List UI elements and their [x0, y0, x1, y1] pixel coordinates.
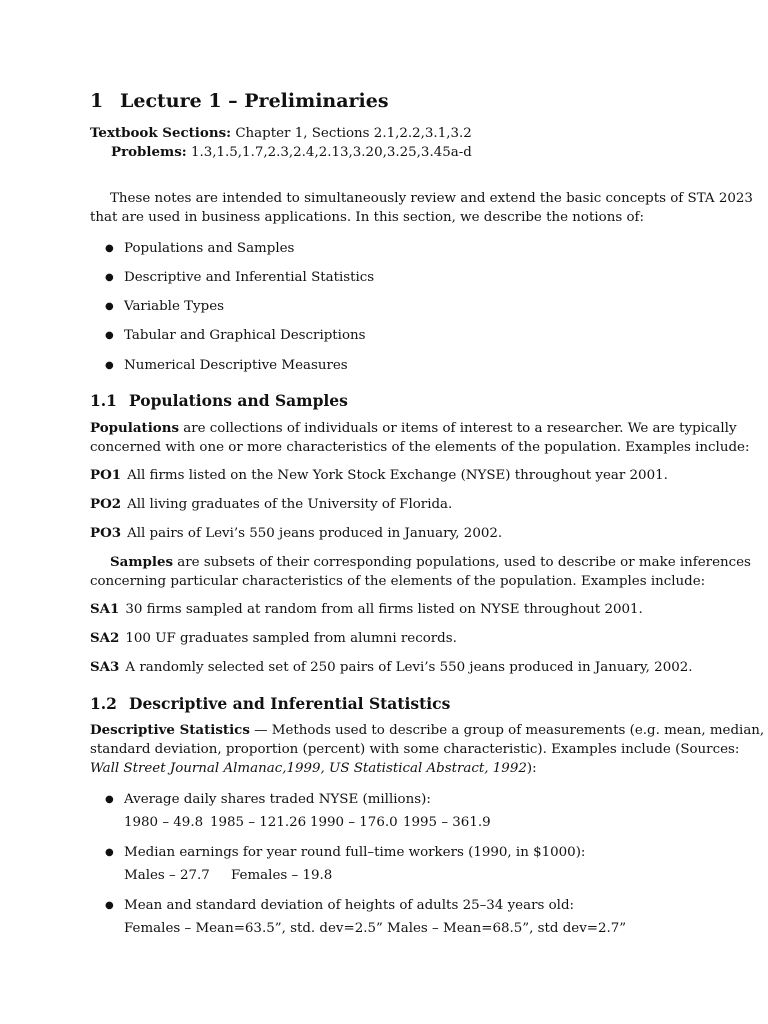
- bullet-icon: ●: [105, 794, 114, 805]
- textbook-value: Chapter 1, Sections 2.1,2.2,3.1,3.2: [235, 126, 472, 141]
- section-heading-1-1: [90, 391, 348, 411]
- sa-item: [90, 629, 457, 648]
- section-number: 1: [90, 90, 104, 112]
- section-heading-1: [90, 89, 389, 113]
- sa-item: [90, 600, 643, 619]
- source-citation: Wall Street Journal Almanac,1999, US Statistical Abstract, 1992: [90, 761, 527, 776]
- topic-text: Tabular and Graphical Descriptions: [124, 328, 366, 343]
- populations-line-1: are collections of individuals or items of interest to a researcher. We are typically: [178, 421, 737, 436]
- po-item: [90, 495, 452, 514]
- sa-text: 100 UF graduates sampled from alumni records.: [125, 631, 457, 646]
- example-title: Mean and standard deviation of heights of adults 25–34 years old:: [124, 898, 575, 913]
- bullet-icon: ●: [105, 900, 114, 911]
- bullet-icon: ●: [105, 847, 114, 858]
- topic-text: Descriptive and Inferential Statistics: [124, 270, 375, 285]
- example-value: Males – Mean=68.5”, std dev=2.7”: [387, 921, 627, 936]
- example-value: 1985 – 121.26: [210, 815, 307, 830]
- populations-term: Populations: [90, 420, 179, 436]
- example-value: 1990 – 176.0: [310, 815, 398, 830]
- bullet-icon: ●: [105, 272, 114, 283]
- example-values: [124, 919, 626, 938]
- samples-line-2: concerning particular characteristics of the elements of the population. Examples include:: [90, 574, 706, 589]
- populations-line-2: concerned with one or more characteristics of the elements of the population. Examples include:: [90, 440, 750, 455]
- descriptive-term: Descriptive Statistics: [90, 722, 250, 738]
- bullet-icon: ●: [105, 243, 114, 254]
- problems-label: Problems:: [111, 144, 187, 160]
- po-item: [90, 466, 668, 485]
- po-text: All pairs of Levi’s 550 jeans produced in January, 2002.: [127, 526, 503, 541]
- sa-text: 30 firms sampled at random from all firms listed on NYSE throughout 2001.: [125, 602, 643, 617]
- po-label: PO3: [90, 525, 122, 541]
- po-text: All firms listed on the New York Stock Exchange (NYSE) throughout year 2001.: [127, 468, 668, 483]
- example-value: Females – 19.8: [231, 868, 333, 883]
- samples-line-1: are subsets of their corresponding populations, used to describe or make inferences: [173, 555, 751, 570]
- bullet-icon: ●: [105, 301, 114, 312]
- sa-label: SA3: [90, 659, 120, 675]
- textbook-sections-line: [90, 124, 472, 143]
- descriptive-line-1: — Methods used to describe a group of measurements (e.g. mean, median,: [249, 723, 765, 738]
- po-item: [90, 524, 502, 543]
- bullet-icon: ●: [105, 330, 114, 341]
- sa-item: [90, 658, 693, 677]
- sa-label: SA2: [90, 630, 120, 646]
- topic-text: Numerical Descriptive Measures: [124, 358, 348, 373]
- descriptive-line-2: standard deviation, proportion (percent) with some characteristic). Examples include (Sources:: [90, 742, 740, 757]
- example-title: Median earnings for year round full–time workers (1990, in $1000):: [124, 845, 586, 860]
- po-label: PO2: [90, 496, 122, 512]
- example-value: 1980 – 49.8: [124, 815, 204, 830]
- textbook-label: Textbook Sections:: [90, 125, 232, 141]
- example-value: Males – 27.7: [124, 868, 210, 883]
- sa-label: SA1: [90, 601, 120, 617]
- descriptive-paragraph: [90, 721, 765, 778]
- intro-line-1: These notes are intended to simultaneously review and extend the basic concepts of STA 2023: [110, 191, 753, 206]
- populations-paragraph: [90, 419, 750, 457]
- section-number: 1.2: [90, 694, 117, 713]
- topic-text: Populations and Samples: [124, 241, 295, 256]
- po-text: All living graduates of the University of Florida.: [127, 497, 453, 512]
- problems-value: 1.3,1.5,1.7,2.3,2.4,2.13,3.20,3.25,3.45a-d: [190, 145, 472, 160]
- problems-line: [111, 143, 472, 162]
- intro-paragraph: [90, 189, 753, 227]
- section-heading-1-2: [90, 694, 450, 714]
- example-title: Average daily shares traded NYSE (millions):: [124, 792, 431, 807]
- topic-text: Variable Types: [124, 299, 224, 314]
- samples-term: Samples: [110, 554, 174, 570]
- bullet-icon: ●: [105, 360, 114, 371]
- section-title: Populations and Samples: [129, 391, 348, 410]
- section-number: 1.1: [90, 391, 117, 410]
- example-value: 1995 – 361.9: [403, 815, 491, 830]
- example-values: [124, 813, 491, 832]
- po-label: PO1: [90, 467, 122, 483]
- section-title: Lecture 1 – Preliminaries: [120, 90, 389, 112]
- example-value: Females – Mean=63.5”, std. dev=2.5”: [124, 921, 383, 936]
- section-title: Descriptive and Inferential Statistics: [129, 694, 451, 713]
- example-values: [124, 866, 332, 885]
- source-end: ):: [526, 761, 537, 776]
- intro-line-2: that are used in business applications. In this section, we describe the notions of:: [90, 210, 644, 225]
- sa-text: A randomly selected set of 250 pairs of Levi’s 550 jeans produced in January, 2002.: [125, 660, 693, 675]
- samples-paragraph: [90, 553, 751, 591]
